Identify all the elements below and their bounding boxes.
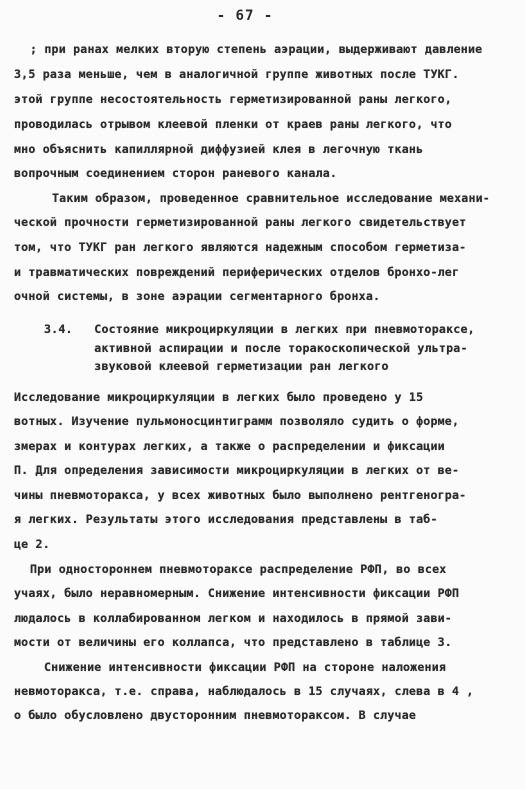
text-line: невмоторакса, т.е. справа, наблюдалось в 15 случаях, слева в 4 , (14, 684, 474, 698)
text-line: П. Для определения зависимости микроциркуляции в легких от ве- (14, 463, 460, 477)
text-line: ; при ранах мелких вторую степень аэрации, выдерживают давление (30, 42, 483, 56)
text-line: При одностороннем пневмотораксе распределение РФП, во всех (30, 562, 447, 576)
text-line: учаях, было неравномерным. Снижение интенсивности фиксации РФП (14, 586, 460, 600)
text-line: змерах и контурах легких, а также о распределении и фиксации (14, 439, 445, 453)
text-line: мно объяснить капиллярной диффузией клея в легочную ткань (14, 142, 424, 156)
text-line: вотных. Изучение пульмоносцинтиграмм позволяло судить о форме, (14, 414, 460, 428)
text-line: этой группе несостоятельность герметизированной раны легкого, (14, 92, 452, 106)
text-line: я легких. Результаты этого исследования представлены в таб- (14, 512, 438, 526)
text-line: о было обусловлено двусторонним пневмотораксом. В случае (14, 708, 417, 722)
text-line: 3,5 раза меньше, чем в аналогичной группе животных после ТУКГ. (14, 67, 460, 81)
section-heading: активной аспирации и после торакоскопической ультра- (44, 341, 468, 355)
text-line: и травматических повреждений периферических отделов бронхо-лег (14, 265, 460, 279)
text-line: очной системы, в зоне аэрации сегментарного бронха. (14, 289, 381, 303)
text-line: мости от величины его коллапса, что представлено в таблице 3. (14, 635, 452, 649)
page-number: - 67 - (216, 8, 274, 24)
text-line: Таким образом, проведенное сравнительное исследование механи- (52, 191, 490, 205)
text-line: проводилась отрывом клеевой пленки от краев раны легкого, что (14, 117, 452, 131)
text-line: це 2. (14, 537, 50, 551)
section-heading: звуковой клеевой герметизации ран легкого (44, 359, 389, 373)
section-heading: 3.4. Состояние микроциркуляции в легких при пневмотораксе, (44, 322, 475, 336)
text-line: чины пневмоторакса, у всех животных было выполнено рентгеногра- (14, 488, 467, 502)
text-line: людалось в коллабированном легком и находилось в прямой зави- (14, 611, 452, 625)
text-line: Снижение интенсивности фиксации РФП на стороне наложения (44, 660, 447, 674)
text-line: том, что ТУКГ ран легкого являются надежным способом герметиза- (14, 240, 467, 254)
text-line: Исследование микроциркуляции в легких было проведено у 15 (14, 390, 424, 404)
text-line: ческой прочности герметизированной раны легкого свидетельствует (14, 215, 467, 229)
text-line: вопрочным соединением сторон раневого канала. (14, 166, 338, 180)
